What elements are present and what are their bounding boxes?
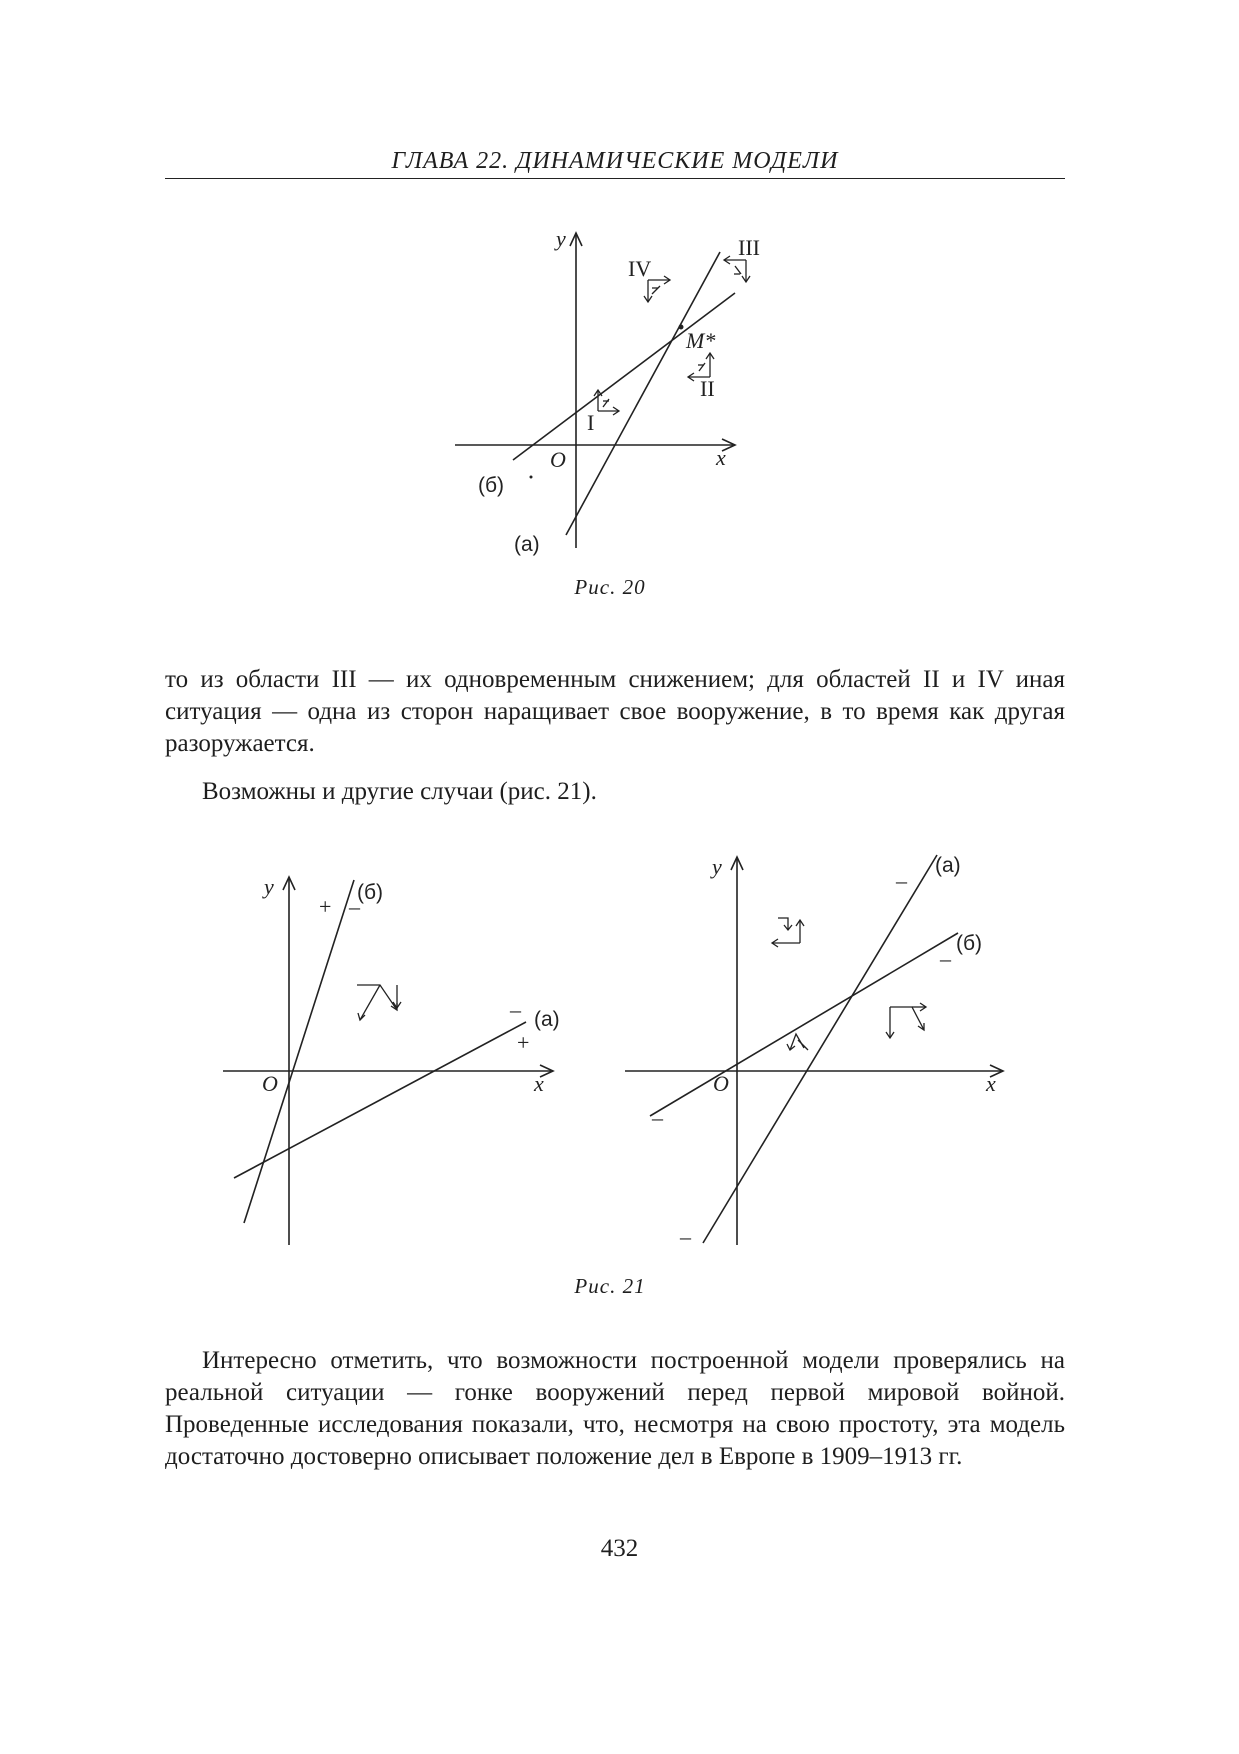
fig20-x-label: x: [716, 445, 726, 470]
fig21l-x-label: x: [534, 1071, 544, 1096]
fig21r-minus-a-top: –: [896, 868, 907, 893]
fig21l-origin: O: [262, 1071, 278, 1096]
fig21r-line-a: [703, 855, 937, 1243]
fig21r-minus-b-bottom: –: [652, 1105, 663, 1130]
fig21l-y-label: y: [264, 874, 274, 899]
fig21l-plus-b: +: [319, 894, 332, 919]
fig21r-minus-b-top: –: [940, 946, 951, 971]
fig21l-label-b: (б): [357, 881, 384, 904]
fig20-region-I: I: [587, 410, 595, 435]
running-header: ГЛАВА 22. ДИНАМИЧЕСКИЕ МОДЕЛИ: [391, 148, 839, 174]
page-number: 432: [600, 1535, 639, 1562]
fig21l-label-a: (а): [534, 1008, 560, 1031]
fig20-point-m-label: M*: [686, 328, 716, 353]
fig21r-label-b: (б): [956, 932, 983, 955]
fig21r-arrows-middle: [787, 1034, 808, 1050]
paragraph-2: Возможны и другие случаи (рис. 21).: [202, 778, 597, 805]
fig20-y-label: y: [556, 226, 566, 251]
paragraph-1: то из области III — их одновременным снижением; для областей II и IV иная ситуация — одна из сторон наращивает свое вооружение, в то время как другая разоружается.: [165, 666, 1065, 757]
fig21r-origin: O: [713, 1071, 729, 1096]
fig20-caption: Рис. 20: [574, 575, 646, 599]
fig20-region-IV: IV: [628, 256, 652, 281]
fig21l-plus-a: +: [517, 1030, 530, 1055]
paragraph-3: Интересно отметить, что возможности построенной модели проверялись на реальной ситуации — гонке вооружений перед первой мировой войной. Проведенные исследования показали, что, несмотря на свою простоту, эта модель достаточно достоверно описывает положение дел в Европе в 1909–1913 гг.: [165, 1347, 1065, 1470]
fig20-region-II: II: [700, 376, 715, 401]
fig21r-line-b: [650, 933, 958, 1116]
fig21-caption: Рис. 21: [574, 1274, 646, 1298]
fig20-origin-label: O: [550, 447, 566, 472]
fig21r-label-a: (а): [935, 854, 961, 877]
fig21r-arrows-right: [886, 1003, 926, 1038]
fig21r-arrows-upper-left: [772, 918, 804, 947]
fig20-label-b: (б): [478, 474, 505, 497]
fig21l-minus-a: –: [510, 997, 521, 1022]
fig21r-y-label: y: [712, 854, 722, 879]
fig21l-minus-b: –: [349, 894, 360, 919]
fig20-label-a: (а): [514, 533, 540, 556]
fig21r-minus-a-bottom: –: [680, 1224, 691, 1249]
fig21r-x-label: x: [986, 1071, 996, 1096]
fig20-region-III: III: [738, 235, 760, 260]
